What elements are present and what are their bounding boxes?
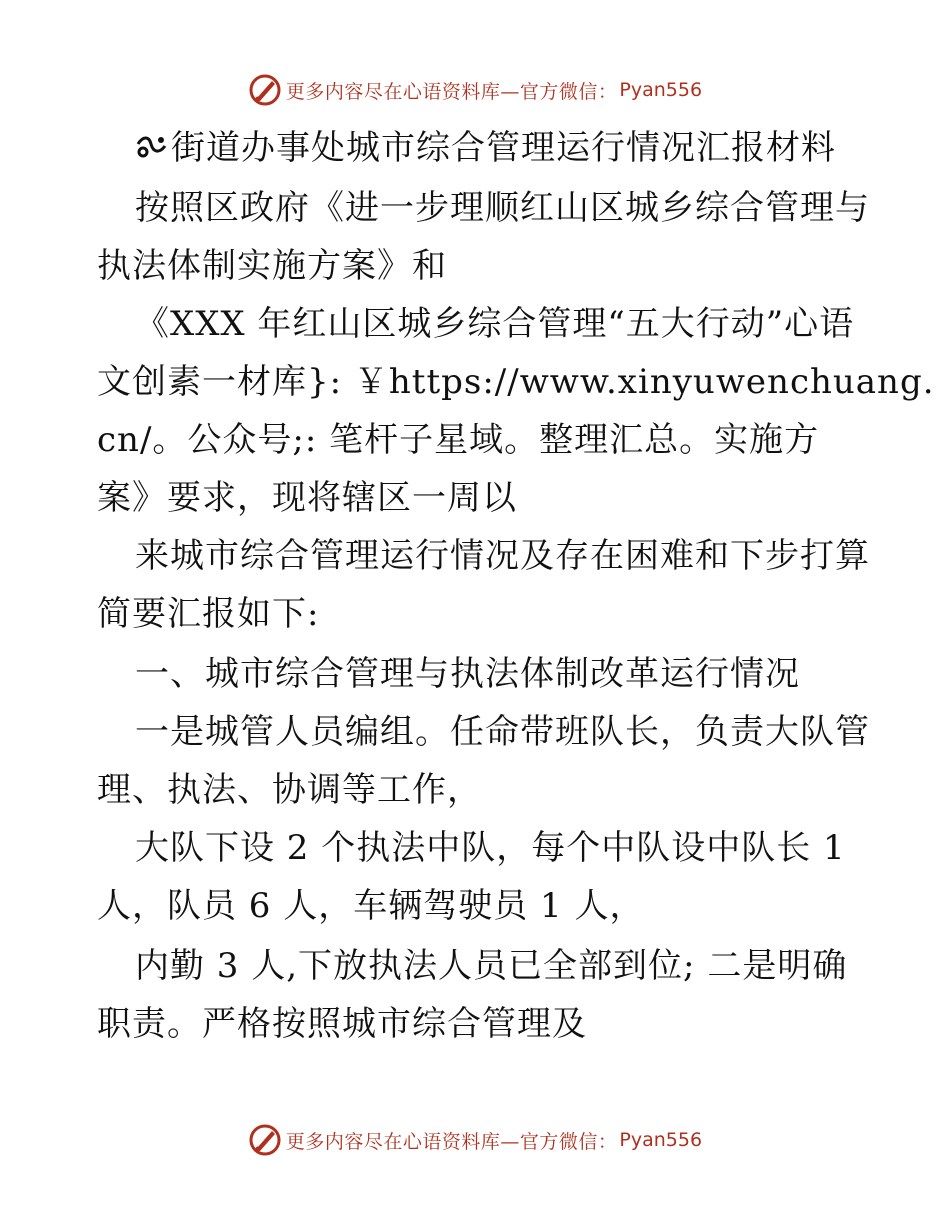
logo-icon xyxy=(248,1123,282,1157)
text-line: 按照区政府《进一步理顺红山区城乡综合管理与 xyxy=(135,188,870,228)
logo-icon xyxy=(248,73,282,107)
text-line: 来城市综合管理运行情况及存在困难和下步打算 xyxy=(135,536,870,576)
text-line: 内勤 3 人,下放执法人员已全部到位; 二是明确 xyxy=(135,946,848,986)
title-text: 街道办事处城市综合管理运行情况汇报材料 xyxy=(171,128,836,168)
text-line: 大队下设 2 个执法中队，每个中队设中队长 1 xyxy=(135,828,846,868)
text-line: 案》要求，现将辖区一周以 xyxy=(97,478,517,518)
text-line: 执法体制实施方案》和 xyxy=(97,246,447,286)
footer-banner xyxy=(0,1120,950,1160)
text-line: 人，队员 6 人，车辆驾驶员 1 人， xyxy=(97,886,645,926)
text-line: 职责。严格按照城市综合管理及 xyxy=(97,1004,587,1044)
text-line: 简要汇报如下: xyxy=(97,594,320,634)
wechat-id: Pyan556 xyxy=(619,1129,703,1151)
text-line: 文创素一材库}: ￥https://www.xinyuwenchuang. xyxy=(97,362,935,402)
wechat-id: Pyan556 xyxy=(619,79,703,101)
text-line: 理、执法、协调等工作， xyxy=(97,770,482,810)
bullet-symbol-icon xyxy=(135,132,169,162)
banner-text: 更多内容尽在心语资料库—官方微信： xyxy=(285,1130,618,1153)
header-banner xyxy=(0,70,950,110)
banner-text: 更多内容尽在心语资料库—官方微信： xyxy=(285,80,618,103)
text-line: 一是城管人员编组。任命带班队长，负责大队管 xyxy=(135,712,870,752)
text-line: 《XXX 年红山区城乡综合管理“五大行动”心语 xyxy=(135,304,855,344)
document-title xyxy=(0,120,950,176)
section-heading: 一、城市综合管理与执法体制改革运行情况 xyxy=(135,654,800,694)
text-line: cn/。公众号;: 笔杆子星域。整理汇总。实施方 xyxy=(97,420,820,460)
